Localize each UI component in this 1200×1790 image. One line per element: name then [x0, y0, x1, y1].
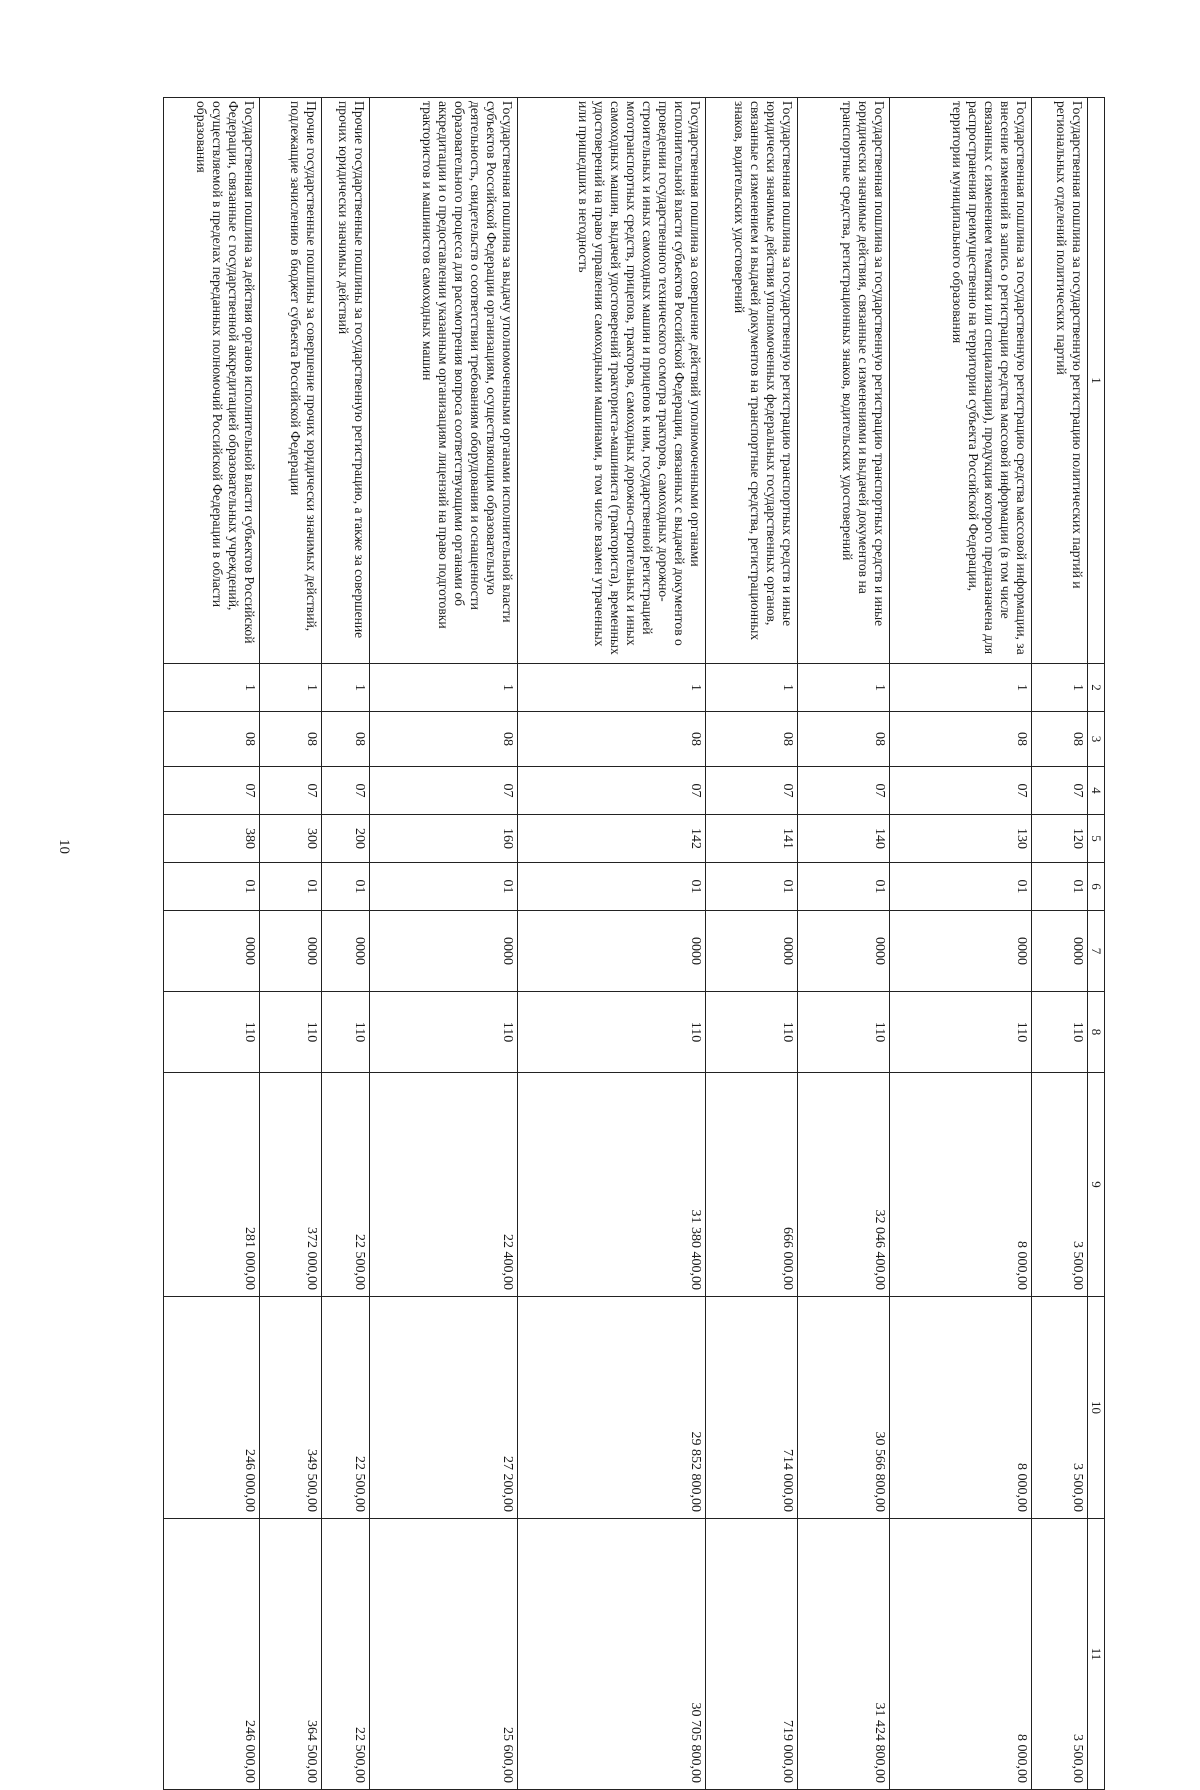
amount-cell: 349 500,00 — [260, 1297, 322, 1519]
amount-cell: 3 500,00 — [1032, 1519, 1088, 1790]
table-row — [706, 98, 798, 1790]
page-number: 10 — [56, 839, 72, 854]
code-cell: 01 — [518, 863, 706, 911]
code-cell: 1 — [890, 664, 1032, 712]
code-cell: 01 — [260, 863, 322, 911]
code-cell: 110 — [518, 992, 706, 1073]
code-cell: 07 — [370, 767, 518, 815]
row-description: Государственная пошлина за государственную регистрацию средства массовой информации, за внесение изменений в запись о регистрации средства массовой информации (в том числе связанных с изменением тематики или специализации), продукция которого предназначена для распространения преимущественно на территории субъекта Российской Федерации, территории муниципального образования — [890, 98, 1032, 664]
table-row — [322, 98, 370, 1790]
column-header: 4 — [1088, 767, 1105, 815]
column-header: 5 — [1088, 815, 1105, 863]
row-description: Прочие государственные пошлины за государственную регистрацию, а также за совершение прочих юридически значимых действий — [322, 98, 370, 664]
code-cell: 0000 — [890, 911, 1032, 992]
code-cell: 110 — [260, 992, 322, 1073]
code-cell: 380 — [164, 815, 260, 863]
table-row — [1032, 98, 1088, 1790]
row-description: Государственная пошлина за государственную регистрацию транспортных средств и иные юридически значимые действия уполномоченных федеральных государственных органов, связанные с изменением и выдачей документов на транспортные средства, регистрационных знаков, водительских удостоверений — [706, 98, 798, 664]
row-description: Государственная пошлина за действия органов исполнительной власти субъектов Российской Федерации, связанные с государственной аккредитацией образовательных учреждений, осуществляемой в пределах переданных полномочий Российской Федерации в области образования — [164, 98, 260, 664]
code-cell: 0000 — [706, 911, 798, 992]
code-cell: 141 — [706, 815, 798, 863]
column-header: 6 — [1088, 863, 1105, 911]
code-cell: 08 — [322, 712, 370, 767]
code-cell: 1 — [164, 664, 260, 712]
code-cell: 1 — [798, 664, 890, 712]
code-cell: 110 — [370, 992, 518, 1073]
code-cell: 01 — [890, 863, 1032, 911]
code-cell: 01 — [706, 863, 798, 911]
amount-cell: 714 000,00 — [706, 1297, 798, 1519]
code-cell: 142 — [518, 815, 706, 863]
code-cell: 08 — [890, 712, 1032, 767]
code-cell: 01 — [1032, 863, 1088, 911]
table-row — [518, 98, 706, 1790]
code-cell: 1 — [370, 664, 518, 712]
amount-cell: 22 500,00 — [322, 1297, 370, 1519]
row-description: Государственная пошлина за выдачу уполномоченными органами исполнительной власти субъектов Российской Федерации организациям, осуществляющим образовательную деятельность, свидетельств о соответствии требованиям оборудования и оснащенности образовательного процесса для рассмотрения вопроса соответствующими органами об аккредитации и о предоставлении указанным организациям лицензий на право подготовки трактористов и машинистов самоходных машин — [370, 98, 518, 664]
amount-cell: 30 566 800,00 — [798, 1297, 890, 1519]
amount-cell: 246 000,00 — [164, 1297, 260, 1519]
rotated-sheet — [123, 97, 1105, 1783]
amount-cell: 281 000,00 — [164, 1073, 260, 1297]
code-cell: 0000 — [370, 911, 518, 992]
amount-cell: 32 046 400,00 — [798, 1073, 890, 1297]
code-cell: 160 — [370, 815, 518, 863]
code-cell: 01 — [164, 863, 260, 911]
column-header: 8 — [1088, 992, 1105, 1073]
table-row — [370, 98, 518, 1790]
column-header: 2 — [1088, 664, 1105, 712]
amount-cell: 30 705 800,00 — [518, 1519, 706, 1790]
column-header: 9 — [1088, 1073, 1105, 1297]
code-cell: 08 — [706, 712, 798, 767]
code-cell: 07 — [890, 767, 1032, 815]
code-cell: 08 — [370, 712, 518, 767]
code-cell: 1 — [260, 664, 322, 712]
code-cell: 200 — [322, 815, 370, 863]
code-cell: 08 — [260, 712, 322, 767]
amount-cell: 666 000,00 — [706, 1073, 798, 1297]
amount-cell: 719 000,00 — [706, 1519, 798, 1790]
amount-cell: 246 000,00 — [164, 1519, 260, 1790]
code-cell: 110 — [1032, 992, 1088, 1073]
amount-cell: 29 852 800,00 — [518, 1297, 706, 1519]
code-cell: 110 — [322, 992, 370, 1073]
code-cell: 0000 — [322, 911, 370, 992]
code-cell: 07 — [322, 767, 370, 815]
amount-cell: 3 500,00 — [1032, 1073, 1088, 1297]
code-cell: 07 — [706, 767, 798, 815]
code-cell: 0000 — [1032, 911, 1088, 992]
row-description: Государственная пошлина за государственную регистрацию транспортных средств и иные юридически значимые действия, связанные с изменениями и выдачей документов на транспортные средства, регистрационных знаков, водительских удостоверений — [798, 98, 890, 664]
column-header: 3 — [1088, 712, 1105, 767]
amount-cell: 31 380 400,00 — [518, 1073, 706, 1297]
code-cell: 110 — [706, 992, 798, 1073]
code-cell: 300 — [260, 815, 322, 863]
code-cell: 07 — [1032, 767, 1088, 815]
code-cell: 110 — [164, 992, 260, 1073]
amount-cell: 8 000,00 — [890, 1519, 1032, 1790]
code-cell: 1 — [706, 664, 798, 712]
table-row — [890, 98, 1032, 1790]
code-cell: 1 — [322, 664, 370, 712]
amount-cell: 372 000,00 — [260, 1073, 322, 1297]
code-cell: 110 — [890, 992, 1032, 1073]
row-description: Государственная пошлина за государственную регистрацию политических партий и региональных отделений политических партий — [1032, 98, 1088, 664]
code-cell: 120 — [1032, 815, 1088, 863]
code-cell: 01 — [322, 863, 370, 911]
amount-cell: 8 000,00 — [890, 1297, 1032, 1519]
code-cell: 1 — [1032, 664, 1088, 712]
code-cell: 1 — [518, 664, 706, 712]
code-cell: 01 — [798, 863, 890, 911]
code-cell: 0000 — [260, 911, 322, 992]
column-header: 11 — [1088, 1519, 1105, 1790]
code-cell: 07 — [798, 767, 890, 815]
column-header: 10 — [1088, 1297, 1105, 1519]
table-row — [798, 98, 890, 1790]
table-row — [164, 98, 260, 1790]
amount-cell: 8 000,00 — [890, 1073, 1032, 1297]
column-header: 7 — [1088, 911, 1105, 992]
code-cell: 130 — [890, 815, 1032, 863]
row-description: Прочие государственные пошлины за совершение прочих юридически значимых действий, подлежащие зачислению в бюджет субъекта Российской Федерации — [260, 98, 322, 664]
code-cell: 01 — [370, 863, 518, 911]
table-row — [260, 98, 322, 1790]
code-cell: 08 — [164, 712, 260, 767]
amount-cell: 22 400,00 — [370, 1073, 518, 1297]
code-cell: 110 — [798, 992, 890, 1073]
amount-cell: 25 600,00 — [370, 1519, 518, 1790]
code-cell: 0000 — [798, 911, 890, 992]
code-cell: 07 — [260, 767, 322, 815]
amount-cell: 22 500,00 — [322, 1073, 370, 1297]
amount-cell: 27 200,00 — [370, 1297, 518, 1519]
amount-cell: 22 500,00 — [322, 1519, 370, 1790]
amount-cell: 31 424 800,00 — [798, 1519, 890, 1790]
column-number-row — [1088, 98, 1105, 1790]
amount-cell: 364 500,00 — [260, 1519, 322, 1790]
code-cell: 140 — [798, 815, 890, 863]
code-cell: 08 — [798, 712, 890, 767]
budget-table — [163, 97, 1105, 1790]
code-cell: 08 — [1032, 712, 1088, 767]
code-cell: 07 — [518, 767, 706, 815]
row-description: Государственная пошлина за совершение действий уполномоченными органами исполнительной власти субъектов Российской Федерации, связанных с выдачей документов о проведении государственного технического осмотра тракторов, самоходных дорожно-строительных и иных самоходных машин и прицепов к ним, государственной регистрацией мототранспортных средств, прицепов, тракторов, самоходных дорожно-строительных и иных самоходных машин, выдачей удостоверений тракториста-машиниста (тракториста), временных удостоверений на право управления самоходными машинами, в том числе взамен утраченных или пришедших в негодность — [518, 98, 706, 664]
amount-cell: 3 500,00 — [1032, 1297, 1088, 1519]
code-cell: 08 — [518, 712, 706, 767]
code-cell: 0000 — [518, 911, 706, 992]
code-cell: 0000 — [164, 911, 260, 992]
column-header: 1 — [1088, 98, 1105, 664]
code-cell: 07 — [164, 767, 260, 815]
